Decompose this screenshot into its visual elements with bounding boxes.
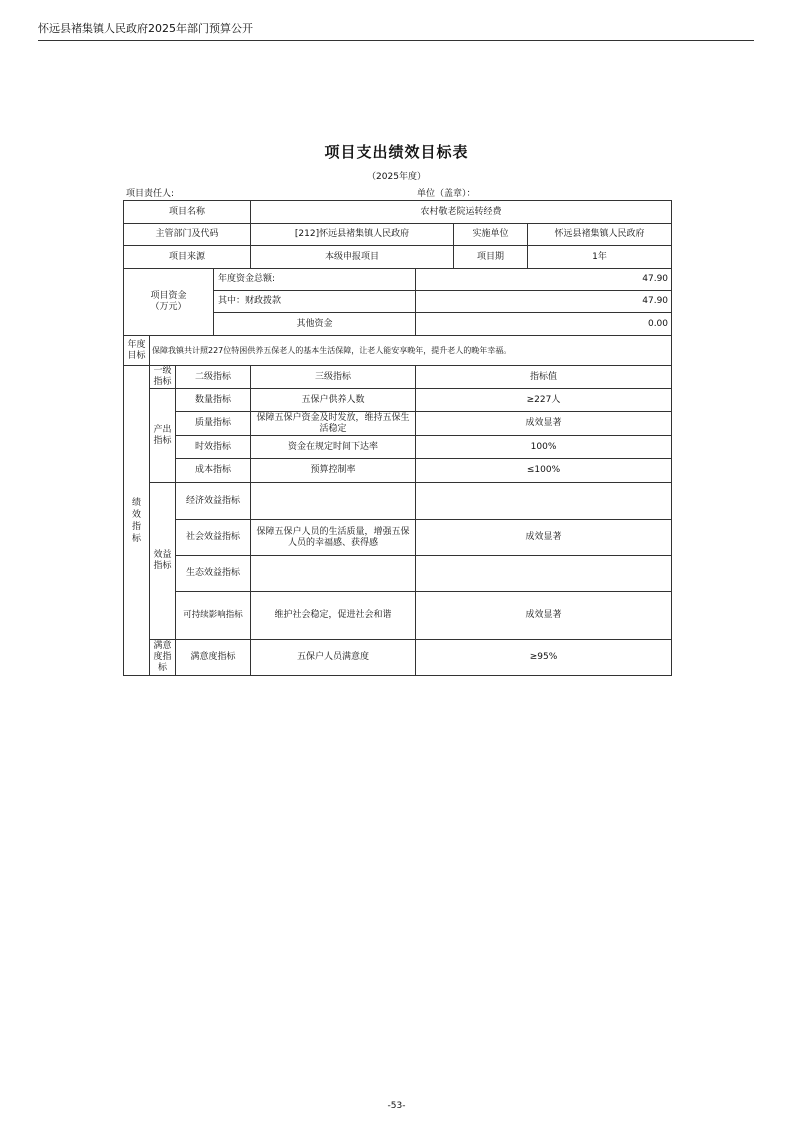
level1-header: 一级指标 [150, 366, 176, 389]
value-cell: 成效显著 [416, 412, 672, 436]
level3-header: 三级指标 [251, 366, 416, 389]
value-cell: 成效显著 [416, 520, 672, 556]
level3-cell: 保障五保户人员的生活质量，增强五保人员的幸福感、获得感 [251, 520, 416, 556]
table-row [124, 640, 672, 676]
level3-cell: 维护社会稳定，促进社会和谐 [251, 592, 416, 640]
table-row [124, 201, 672, 224]
value-cell: 100% [416, 436, 672, 459]
level2-cell: 成本指标 [176, 459, 251, 483]
funds-label: 项目资金（万元） [124, 269, 214, 336]
page-number: -53- [387, 1101, 406, 1111]
output-indicators-label: 产出指标 [150, 389, 176, 483]
table-row [124, 246, 672, 269]
impl-unit-value: 怀远县褚集镇人民政府 [528, 224, 672, 246]
table-row [124, 436, 672, 459]
level3-cell: 五保户人员满意度 [251, 640, 416, 676]
source-label: 项目来源 [124, 246, 251, 269]
value-cell: 成效显著 [416, 592, 672, 640]
annual-goal-label: 年度目标 [124, 336, 150, 366]
document-year: （2025年度） [367, 172, 426, 182]
level2-cell: 时效指标 [176, 436, 251, 459]
level2-cell: 质量指标 [176, 412, 251, 436]
document-title: 项目支出绩效目标表 [324, 143, 469, 161]
table-row [124, 336, 672, 366]
fiscal-value: 47.90 [416, 291, 672, 313]
level3-cell: 保障五保户资金及时发放，维持五保生活稳定 [251, 412, 416, 436]
project-name-value: 农村敬老院运转经费 [251, 201, 672, 224]
perf-indicators-label: 绩效指标 [124, 366, 150, 676]
table-row [124, 412, 672, 436]
table-row [124, 556, 672, 592]
page-header-title: 怀远县褚集镇人民政府2025年部门预算公开 [38, 22, 253, 35]
table-row [124, 520, 672, 556]
responsible-person-label: 项目责任人: [126, 189, 175, 199]
dept-value: [212]怀远县褚集镇人民政府 [251, 224, 454, 246]
unit-seal-label: 单位（盖章）： [417, 189, 476, 199]
value-header: 指标值 [416, 366, 672, 389]
table-row [124, 366, 672, 389]
value-cell: ≤100% [416, 459, 672, 483]
fiscal-label: 其中：财政拨款 [214, 291, 416, 313]
level3-cell: 预算控制率 [251, 459, 416, 483]
level2-cell: 社会效益指标 [176, 520, 251, 556]
annual-goal-text: 保障我镇共计照227位特困供养五保老人的基本生活保障，让老人能安享晚年，提升老人的晚年幸福。 [150, 336, 672, 366]
level3-cell [251, 556, 416, 592]
other-funds-value: 0.00 [416, 313, 672, 336]
level3-cell [251, 483, 416, 520]
value-cell: ≥227人 [416, 389, 672, 412]
table-row [124, 269, 672, 291]
table-row [124, 224, 672, 246]
project-name-label: 项目名称 [124, 201, 251, 224]
level2-cell: 满意度指标 [176, 640, 251, 676]
source-value: 本级申报项目 [251, 246, 454, 269]
table-row [124, 592, 672, 640]
level3-cell: 五保户供养人数 [251, 389, 416, 412]
level2-header: 二级指标 [176, 366, 251, 389]
performance-target-table [123, 200, 672, 676]
value-cell [416, 556, 672, 592]
annual-total-label: 年度资金总额: [214, 269, 416, 291]
period-label: 项目期 [454, 246, 528, 269]
annual-total-value: 47.90 [416, 269, 672, 291]
value-cell: ≥95% [416, 640, 672, 676]
satisfaction-indicators-label: 满意度指标 [150, 640, 176, 676]
level2-cell: 经济效益指标 [176, 483, 251, 520]
level2-cell: 生态效益指标 [176, 556, 251, 592]
benefit-indicators-label: 效益指标 [150, 483, 176, 640]
other-funds-label: 其他资金 [214, 313, 416, 336]
value-cell [416, 483, 672, 520]
table-row [124, 459, 672, 483]
table-row [124, 483, 672, 520]
header-divider [38, 40, 754, 41]
period-value: 1年 [528, 246, 672, 269]
impl-unit-label: 实施单位 [454, 224, 528, 246]
level3-cell: 资金在规定时间下达率 [251, 436, 416, 459]
level2-cell: 可持续影响指标 [176, 592, 251, 640]
level2-cell: 数量指标 [176, 389, 251, 412]
table-row [124, 389, 672, 412]
dept-label: 主管部门及代码 [124, 224, 251, 246]
